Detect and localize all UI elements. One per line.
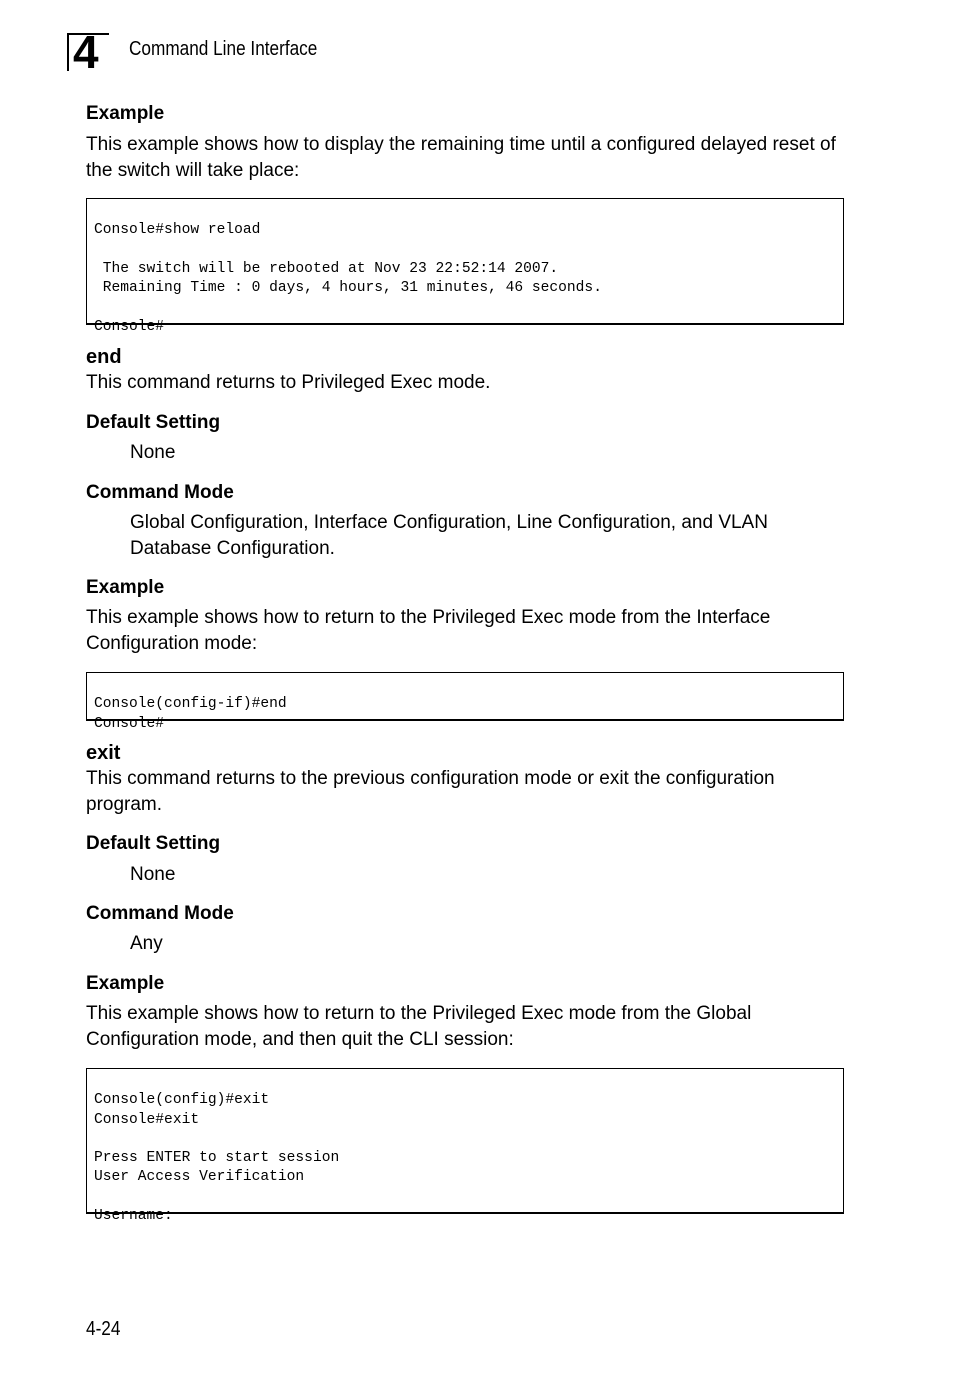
code-line: User Access Verification	[94, 1169, 305, 1186]
code-line: Console#	[94, 715, 165, 732]
example-heading: Example	[86, 577, 165, 598]
chapter-number-box	[67, 26, 109, 78]
code-line: Console#show reload	[94, 222, 261, 239]
example-text: This example shows how to display the remaining time until a configured delayed reset of the switch will take place:	[86, 134, 836, 181]
code-line: Press ENTER to start session	[94, 1150, 340, 1167]
code-line: The switch will be rebooted at Nov 23 22:52:14 2007.	[94, 260, 559, 277]
code-line: Console#	[94, 318, 165, 335]
example-text: This example shows how to return to the Privileged Exec mode from the Interface Configuration mode:	[86, 607, 771, 654]
code-line	[94, 1130, 843, 1149]
page-number: 4-24	[86, 1318, 121, 1340]
default-setting-heading: Default Setting	[86, 412, 221, 433]
code-block-show-reload	[86, 198, 844, 335]
code-line: Console(config)#exit	[94, 1092, 270, 1109]
code-block-exit	[86, 1068, 844, 1225]
chapter-number: 4	[73, 26, 99, 78]
example-heading: Example	[86, 103, 165, 124]
default-setting-value: None	[130, 864, 176, 885]
example-heading: Example	[86, 973, 165, 994]
command-description-end: This command returns to Privileged Exec mode.	[86, 372, 491, 393]
code-line: Console(config-if)#end	[94, 696, 287, 713]
command-description-exit: This command returns to the previous configuration mode or exit the configuration program.	[86, 768, 775, 815]
command-mode-heading: Command Mode	[86, 482, 234, 503]
code-block-end	[86, 672, 844, 732]
code-line: Remaining Time : 0 days, 4 hours, 31 minutes, 46 seconds.	[94, 280, 602, 297]
command-title-end: end	[86, 346, 122, 368]
default-setting-value: None	[130, 442, 176, 463]
command-mode-value: Any	[130, 933, 163, 954]
command-mode-heading: Command Mode	[86, 903, 234, 924]
running-title: Command Line Interface	[129, 38, 318, 60]
code-line: Username:	[94, 1208, 173, 1225]
command-mode-value: Global Configuration, Interface Configuration, Line Configuration, and VLAN Database Configuration.	[130, 512, 768, 559]
code-line: Console#exit	[94, 1111, 200, 1128]
command-title-exit: exit	[86, 742, 121, 764]
code-line	[94, 298, 843, 317]
example-text: This example shows how to return to the Privileged Exec mode from the Global Configuration mode, and then quit the CLI session:	[86, 1003, 752, 1050]
default-setting-heading: Default Setting	[86, 833, 221, 854]
code-line	[94, 1188, 843, 1207]
code-line	[94, 241, 843, 260]
